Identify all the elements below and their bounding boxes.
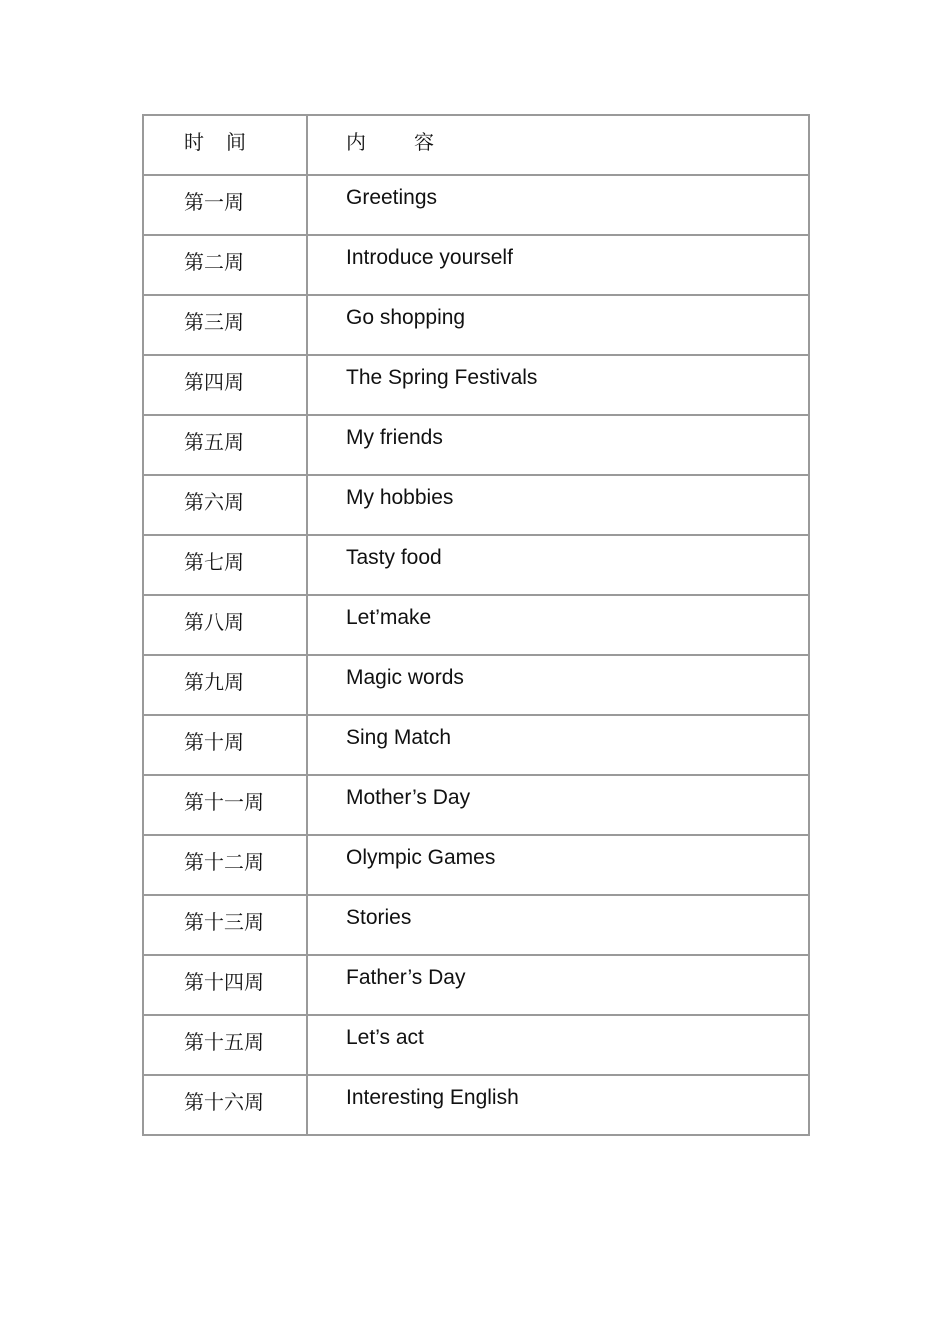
table-row bbox=[143, 835, 809, 895]
topic-cell: Greetings bbox=[307, 175, 809, 235]
table-row bbox=[143, 415, 809, 475]
week-cell: 第七周 bbox=[143, 535, 307, 595]
table-row bbox=[143, 1015, 809, 1075]
table-row bbox=[143, 1075, 809, 1135]
week-cell: 第一周 bbox=[143, 175, 307, 235]
week-cell: 第十二周 bbox=[143, 835, 307, 895]
header-content-label: 内容 bbox=[346, 130, 482, 154]
table-row bbox=[143, 175, 809, 235]
week-cell: 第五周 bbox=[143, 415, 307, 475]
header-time-label: 时间 bbox=[184, 130, 268, 154]
header-cell-time bbox=[143, 115, 307, 175]
topic-cell: Let’make bbox=[307, 595, 809, 655]
topic-cell: Stories bbox=[307, 895, 809, 955]
topic-cell: Introduce yourself bbox=[307, 235, 809, 295]
week-cell: 第九周 bbox=[143, 655, 307, 715]
table-row bbox=[143, 715, 809, 775]
table-row bbox=[143, 295, 809, 355]
table-row bbox=[143, 595, 809, 655]
topic-cell: Let’s act bbox=[307, 1015, 809, 1075]
table-row bbox=[143, 775, 809, 835]
week-cell: 第十周 bbox=[143, 715, 307, 775]
table-row bbox=[143, 475, 809, 535]
week-cell: 第十一周 bbox=[143, 775, 307, 835]
topic-cell: Go shopping bbox=[307, 295, 809, 355]
table-row bbox=[143, 895, 809, 955]
table-row bbox=[143, 535, 809, 595]
topic-cell: My hobbies bbox=[307, 475, 809, 535]
topic-cell: Father’s Day bbox=[307, 955, 809, 1015]
week-cell: 第十六周 bbox=[143, 1075, 307, 1135]
header-cell-content bbox=[307, 115, 809, 175]
schedule-table bbox=[142, 114, 810, 1136]
week-cell: 第二周 bbox=[143, 235, 307, 295]
week-cell: 第十三周 bbox=[143, 895, 307, 955]
week-cell: 第八周 bbox=[143, 595, 307, 655]
table-row bbox=[143, 655, 809, 715]
schedule-body bbox=[143, 115, 809, 1135]
week-cell: 第三周 bbox=[143, 295, 307, 355]
topic-cell: Mother’s Day bbox=[307, 775, 809, 835]
week-cell: 第十四周 bbox=[143, 955, 307, 1015]
week-cell: 第十五周 bbox=[143, 1015, 307, 1075]
table-row bbox=[143, 355, 809, 415]
table-row bbox=[143, 955, 809, 1015]
topic-cell: My friends bbox=[307, 415, 809, 475]
table-row bbox=[143, 235, 809, 295]
week-cell: 第六周 bbox=[143, 475, 307, 535]
topic-cell: Sing Match bbox=[307, 715, 809, 775]
header-row bbox=[143, 115, 809, 175]
topic-cell: Magic words bbox=[307, 655, 809, 715]
topic-cell: Tasty food bbox=[307, 535, 809, 595]
topic-cell: Interesting English bbox=[307, 1075, 809, 1135]
week-cell: 第四周 bbox=[143, 355, 307, 415]
topic-cell: Olympic Games bbox=[307, 835, 809, 895]
topic-cell: The Spring Festivals bbox=[307, 355, 809, 415]
